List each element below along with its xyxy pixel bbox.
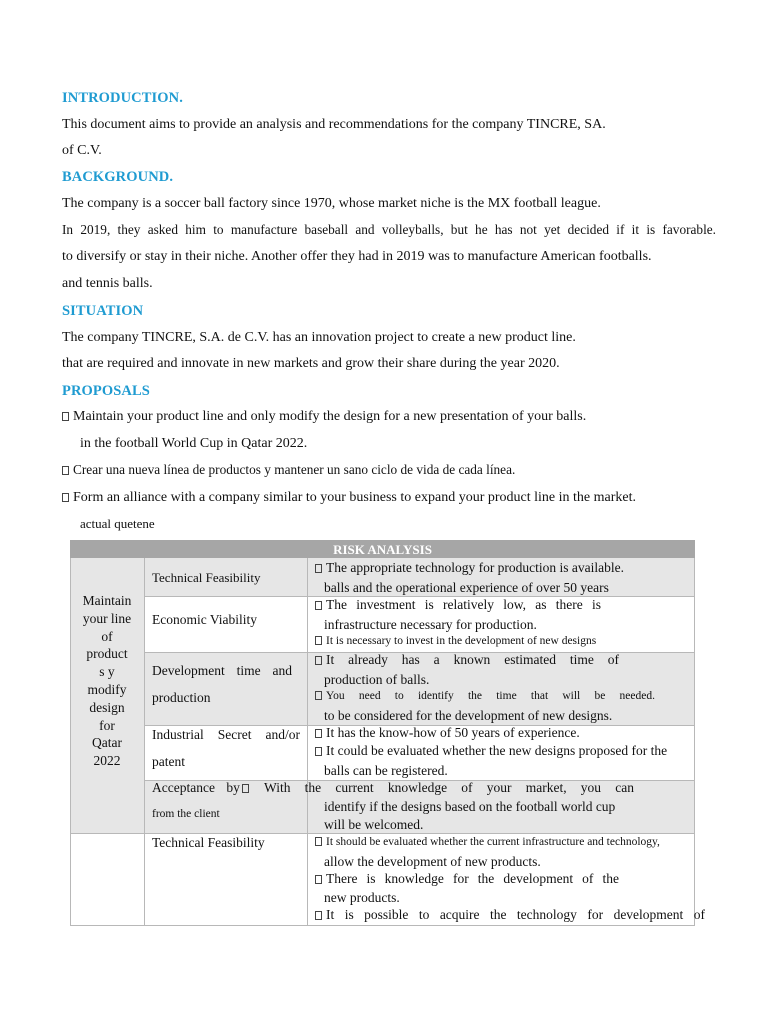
background-heading: BACKGROUND.: [62, 169, 174, 185]
criterion-technical-feasibility: Technical Feasibility: [152, 570, 261, 585]
risk-row-5-line-1: With the current knowledge of your market, you can: [264, 780, 634, 795]
risk-text: It could be evaluated whether the new designs proposed for the: [326, 743, 668, 758]
risk-row-4-line-2: [315, 743, 667, 759]
proposal-1-text: Maintain your product line and only modify the design for a new presentation of your balls.: [73, 409, 587, 424]
proposal-2: [62, 462, 515, 478]
background-line-1: The company is a soccer ball factory since 1970, whose market niche is the MX football league.: [62, 196, 601, 211]
proposal-3-text: Form an alliance with a company similar to your business to expand your product line in the market.: [73, 490, 636, 505]
risk-row-1-line-2: balls and the operational experience of over 50 years: [324, 580, 609, 595]
risk-row-6-line-2: allow the development of new products.: [324, 854, 541, 869]
bullet-box-icon: [315, 656, 322, 665]
risk-row-3-line-4: to be considered for the development of new designs.: [324, 708, 613, 723]
background-line-4: and tennis balls.: [62, 276, 153, 291]
proposals-heading: PROPOSALS: [62, 383, 150, 399]
risk-row-6-line-1: [315, 836, 660, 848]
risk-text: It should be evaluated whether the current infrastructure and technology,: [326, 836, 660, 848]
criterion-economic-viability: Economic Viability: [152, 612, 258, 627]
risk-text: The investment is relatively low, as there is: [326, 597, 601, 612]
proposal-1-line-2: in the football World Cup in Qatar 2022.: [80, 436, 308, 451]
situation-line-2: that are required and innovate in new markets and grow their share during the year 2020.: [62, 356, 560, 371]
risk-row-6-line-5: [315, 907, 705, 923]
criterion-acceptance-line-2: from the client: [152, 808, 220, 820]
criterion-industrial-secret-line-2: patent: [152, 754, 185, 769]
proposal-1-line-1: [62, 409, 586, 425]
bullet-box-icon: [315, 564, 322, 573]
criterion-acceptance-line-1: [152, 780, 253, 796]
bullet-box-icon: [315, 911, 322, 920]
risk-row-3-line-2: production of balls.: [324, 672, 430, 687]
risk-analysis-table: [70, 540, 705, 926]
bullet-box-icon: [62, 493, 69, 502]
bullet-box-icon: [315, 837, 322, 846]
bullet-box-icon: [62, 466, 69, 475]
column-divider-2: [307, 558, 308, 926]
side-label-line: your line: [82, 610, 132, 626]
risk-row-4-line-1: [315, 725, 580, 741]
risk-text: It has the know-how of 50 years of experience.: [326, 725, 580, 740]
proposal-2-text: Crear una nueva línea de productos y mantener un sano ciclo de vida de cada línea.: [73, 462, 516, 477]
side-label-line: Maintain: [82, 593, 132, 608]
situation-heading: SITUATION: [62, 303, 144, 319]
row-divider: [70, 833, 695, 834]
risk-row-3-line-3: [315, 690, 655, 702]
risk-row-3-line-1: [315, 652, 619, 668]
bullet-box-icon: [315, 691, 322, 700]
column-divider-1: [144, 558, 145, 926]
introduction-heading: INTRODUCTION.: [62, 90, 183, 106]
table-border-bottom: [70, 925, 695, 926]
risk-text: It is possible to acquire the technology for development of: [326, 907, 705, 922]
background-line-3: to diversify or stay in their niche. Another offer they had in 2019 was to manufacture American footballs.: [62, 249, 652, 264]
risk-row-5-line-3: will be welcomed.: [324, 817, 424, 832]
criterion-industrial-secret-line-1: Industrial Secret and/or: [152, 727, 300, 742]
side-label-line: s y: [99, 664, 115, 680]
side-label-line: product: [86, 646, 128, 662]
side-label-line: design: [89, 699, 125, 715]
risk-row-2-line-2: infrastructure necessary for production.: [324, 617, 537, 632]
criterion-technical-feasibility-2: Technical Feasibility: [152, 835, 265, 850]
bullet-box-icon: [242, 784, 249, 793]
risk-text: The appropriate technology for production is available.: [326, 560, 625, 575]
risk-text: It is necessary to invest in the development of new designs: [326, 635, 597, 647]
side-label-line: 2022: [93, 753, 121, 769]
risk-row-5-line-2: identify if the designs based on the football world cup: [324, 799, 616, 814]
bullet-box-icon: [315, 636, 322, 645]
bullet-box-icon: [315, 729, 322, 738]
risk-row-2-line-1: [315, 597, 601, 613]
introduction-line-1: This document aims to provide an analysis and recommendations for the company TINCRE, SA.: [62, 117, 606, 132]
risk-row-2-line-3: [315, 635, 596, 647]
side-label-line: of: [101, 628, 113, 644]
side-label-line: Qatar: [92, 735, 122, 751]
risk-text: It already has a known estimated time of: [326, 652, 619, 667]
criterion-development-time-line-2: production: [152, 690, 211, 705]
risk-row-6-line-4: new products.: [324, 890, 400, 905]
table-border-left: [70, 558, 71, 926]
background-line-2: In 2019, they asked him to manufacture baseball and volleyballs, but he has not yet decided if it is favorable.: [62, 222, 716, 237]
introduction-line-2: of C.V.: [62, 143, 102, 158]
proposal-3-line-1: [62, 490, 636, 506]
risk-row-4-line-3: balls can be registered.: [324, 763, 448, 778]
risk-text: There is knowledge for the development of the: [326, 871, 619, 886]
risk-row-6-line-3: [315, 871, 619, 887]
bullet-box-icon: [315, 747, 322, 756]
side-label-cell: [70, 558, 144, 833]
side-label-line: modify: [87, 681, 127, 697]
bullet-box-icon: [315, 875, 322, 884]
risk-text: You need to identify the time that will be needed.: [326, 690, 655, 702]
criterion-development-time-line-1: Development time and: [152, 663, 292, 678]
table-border-right: [694, 558, 695, 926]
side-label-line: for: [99, 717, 115, 733]
bullet-box-icon: [62, 412, 69, 421]
proposal-3-line-2: actual quetene: [80, 516, 155, 531]
criterion-acceptance-text: Acceptance by: [152, 780, 240, 795]
risk-row-1-line-1: [315, 560, 624, 576]
situation-line-1: The company TINCRE, S.A. de C.V. has an innovation project to create a new product line.: [62, 330, 576, 345]
table-header: RISK ANALYSIS: [70, 540, 695, 558]
bullet-box-icon: [315, 601, 322, 610]
